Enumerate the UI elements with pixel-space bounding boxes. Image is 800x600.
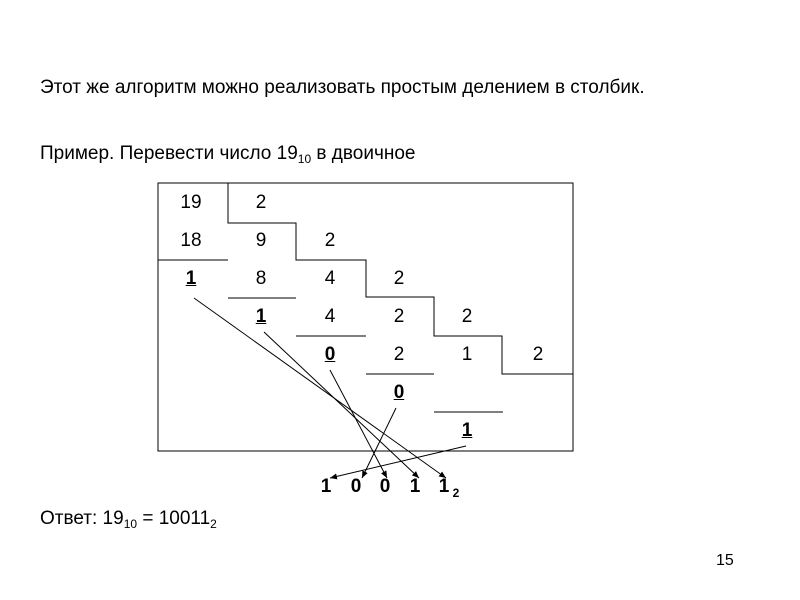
answer-text — [40, 508, 217, 531]
quotient-4: 4 — [324, 268, 336, 289]
answer-base-2: 2 — [210, 517, 217, 531]
answer-base-10: 10 — [123, 517, 138, 531]
divisor-2: 2 — [324, 230, 336, 251]
result-base-subscript: 2 — [452, 486, 460, 500]
result-digit: 0 — [379, 476, 391, 497]
result-digit: 0 — [350, 476, 362, 497]
divisor-2: 2 — [393, 268, 405, 289]
result-digit: 1 — [409, 476, 421, 497]
answer-prefix: Ответ: 19 — [40, 508, 124, 529]
remainder-0: 0 — [324, 344, 336, 365]
arrow-remainder-3 — [330, 370, 387, 478]
product-18: 18 — [180, 230, 202, 251]
divisor-2: 2 — [255, 192, 267, 213]
remainder-0: 0 — [393, 382, 405, 403]
final-quotient-1: 1 — [461, 420, 473, 441]
product-2: 2 — [393, 344, 405, 365]
result-digit: 1 — [438, 476, 450, 497]
result-digit: 1 — [320, 476, 332, 497]
dividend-19: 19 — [180, 192, 202, 213]
intro-text: Этот же алгоритм можно реализовать простым делением в столбик. — [40, 77, 645, 98]
arrow-remainder-4 — [362, 408, 396, 478]
page-number: 15 — [716, 552, 734, 569]
example-base-subscript: 10 — [297, 152, 312, 166]
product-4: 4 — [324, 306, 336, 327]
quotient-2: 2 — [393, 306, 405, 327]
divisor-2: 2 — [461, 306, 473, 327]
remainder-1: 1 — [185, 268, 197, 289]
quotient-1: 1 — [461, 344, 473, 365]
quotient-9: 9 — [255, 230, 267, 251]
example-suffix: в двоичное — [311, 143, 416, 164]
remainder-1: 1 — [255, 306, 267, 327]
divisor-2: 2 — [532, 344, 544, 365]
product-8: 8 — [255, 268, 267, 289]
answer-value: = 10011 — [137, 508, 211, 529]
example-prefix: Пример. Перевести число 19 — [40, 143, 298, 164]
